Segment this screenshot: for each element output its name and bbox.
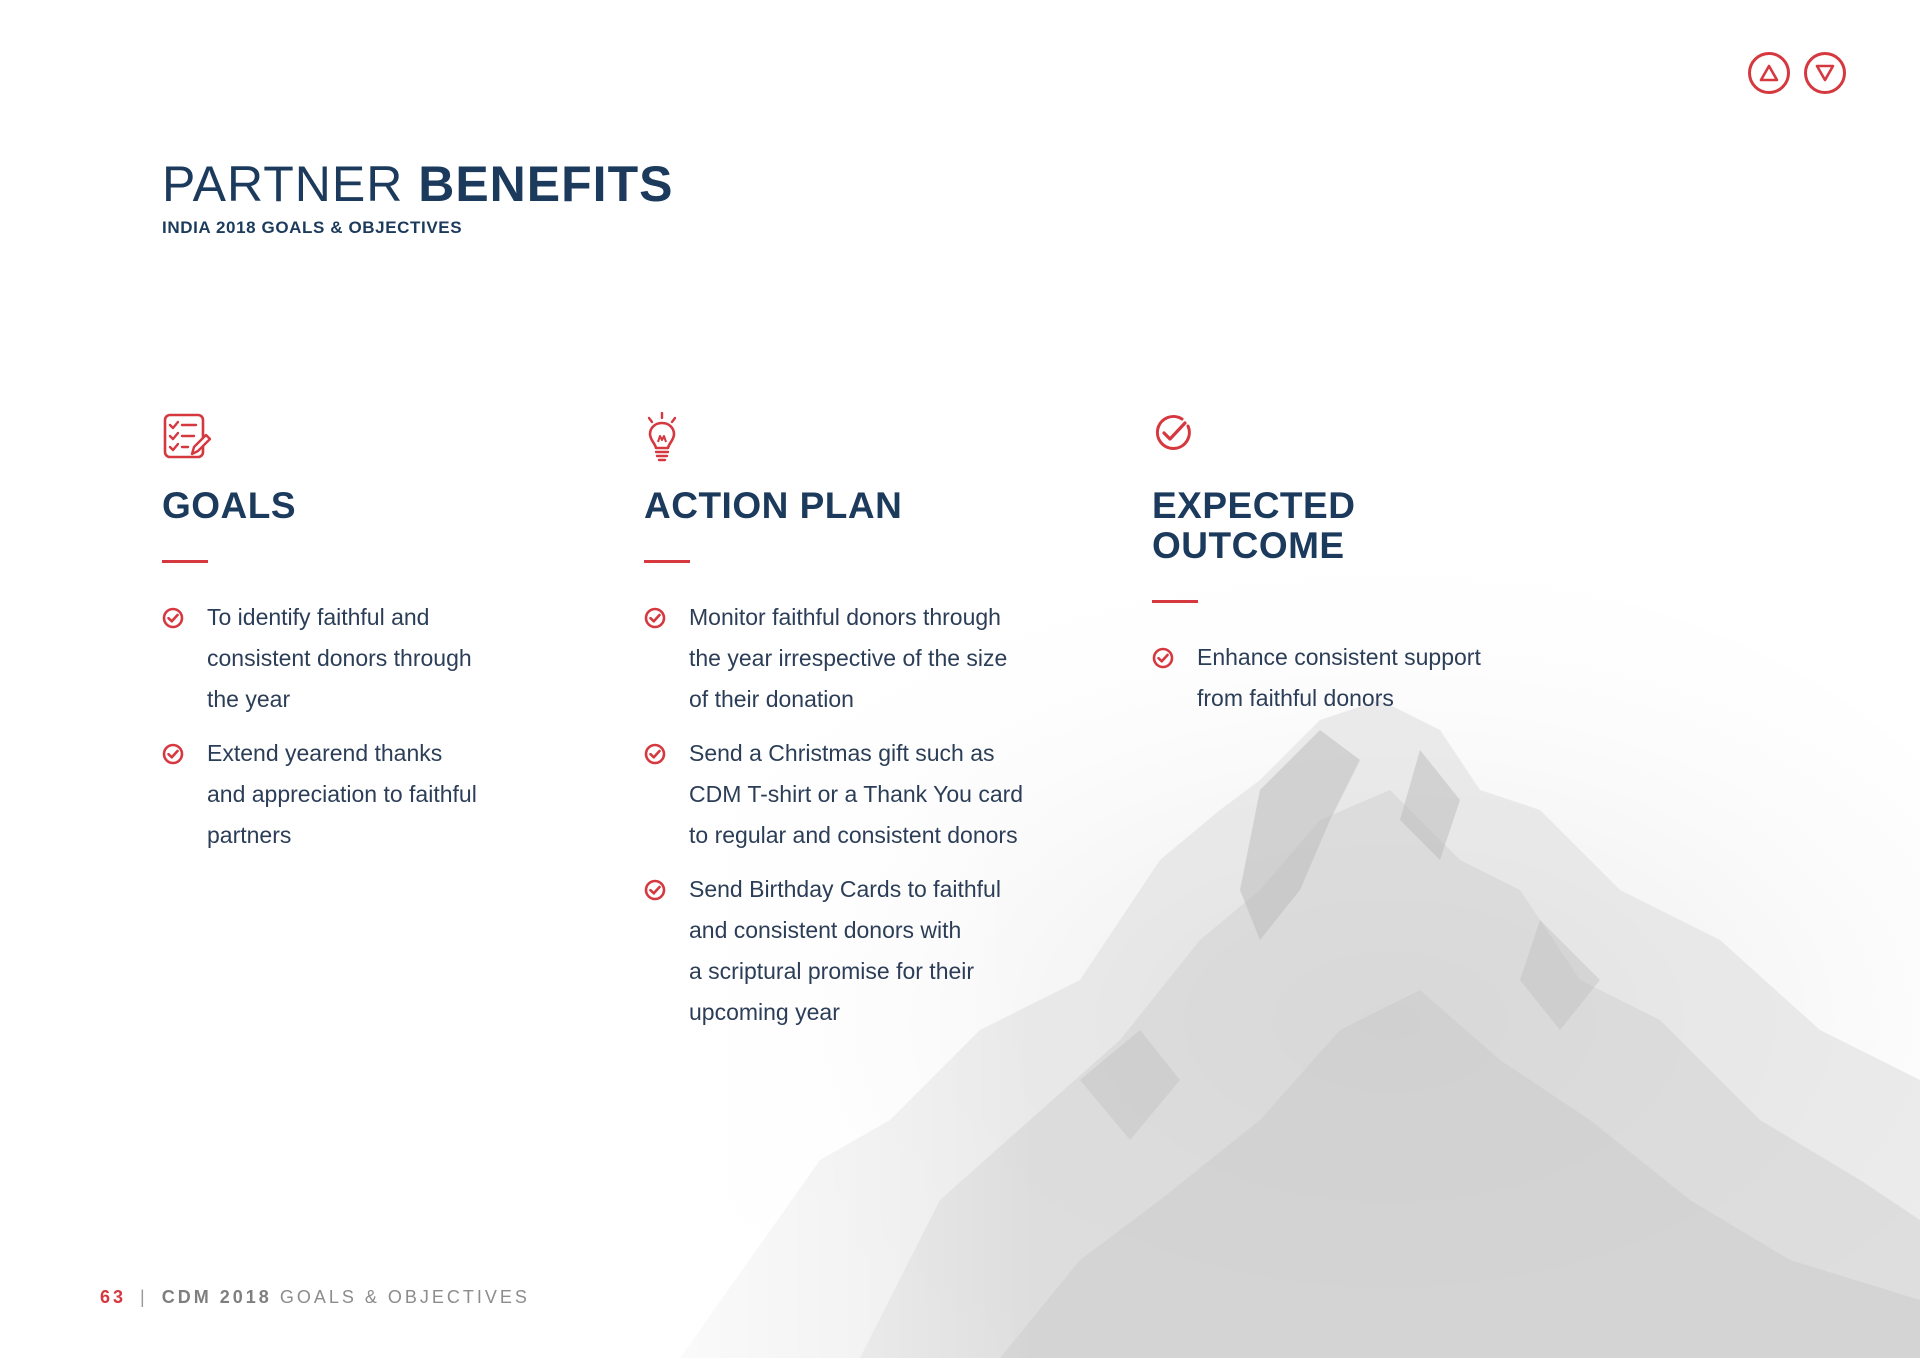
check-circle-icon xyxy=(162,607,184,629)
triangle-up-icon xyxy=(1759,64,1779,82)
footer-section-name: GOALS & OBJECTIVES xyxy=(279,1287,530,1307)
checklist-icon xyxy=(162,412,212,460)
page-number: 63 xyxy=(100,1287,127,1307)
check-circle-icon xyxy=(1152,412,1194,454)
footer-doc-name: CDM 2018 xyxy=(161,1287,272,1307)
goal-text: To identify faithful and consistent donors through the year xyxy=(207,604,472,712)
goals-column xyxy=(162,412,602,869)
expected-outcome-divider xyxy=(1152,600,1198,603)
list-item xyxy=(1152,637,1592,719)
expected-outcome-column xyxy=(1152,412,1592,732)
previous-page-button[interactable] xyxy=(1748,52,1790,94)
action-plan-divider xyxy=(644,560,690,563)
expected-outcome-list xyxy=(1152,637,1592,719)
goals-list xyxy=(162,597,602,856)
triangle-down-icon xyxy=(1815,64,1835,82)
page-title-bold: BENEFITS xyxy=(418,156,674,212)
page-title-light: PARTNER xyxy=(162,156,404,212)
list-item xyxy=(644,869,1084,1033)
next-page-button[interactable] xyxy=(1804,52,1846,94)
list-item xyxy=(162,597,602,720)
lightbulb-icon xyxy=(644,412,680,462)
page-subtitle: INDIA 2018 GOALS & OBJECTIVES xyxy=(162,218,463,237)
check-circle-icon xyxy=(644,607,666,629)
action-text: Send a Christmas gift such as CDM T-shirt or a Thank You card to regular and consistent donors xyxy=(689,740,1024,848)
expected-outcome-heading xyxy=(1152,486,1592,566)
expected-outcome-heading-line1: EXPECTED xyxy=(1152,485,1356,526)
action-plan-list xyxy=(644,597,1084,1033)
check-circle-icon xyxy=(162,743,184,765)
action-text: Monitor faithful donors through the year irrespective of the size of their donation xyxy=(689,604,1008,712)
goals-divider xyxy=(162,560,208,563)
page-footer xyxy=(100,1287,530,1308)
expected-outcome-heading-line2: OUTCOME xyxy=(1152,525,1345,566)
list-item xyxy=(162,733,602,856)
footer-separator: | xyxy=(140,1287,148,1307)
check-circle-icon xyxy=(1152,647,1174,669)
action-plan-heading: ACTION PLAN xyxy=(644,485,903,526)
outcome-text: Enhance consistent support from faithful donors xyxy=(1197,644,1481,711)
goals-heading: GOALS xyxy=(162,485,297,526)
list-item xyxy=(644,597,1084,720)
check-circle-icon xyxy=(644,879,666,901)
page-title xyxy=(162,156,673,212)
page-navigation xyxy=(1748,52,1846,94)
check-circle-icon xyxy=(644,743,666,765)
list-item xyxy=(644,733,1084,856)
action-plan-column xyxy=(644,412,1084,1046)
action-text: Send Birthday Cards to faithful and consistent donors with a scriptural promise for their upcoming year xyxy=(689,876,1001,1025)
goal-text: Extend yearend thanks and appreciation to faithful partners xyxy=(207,740,477,848)
